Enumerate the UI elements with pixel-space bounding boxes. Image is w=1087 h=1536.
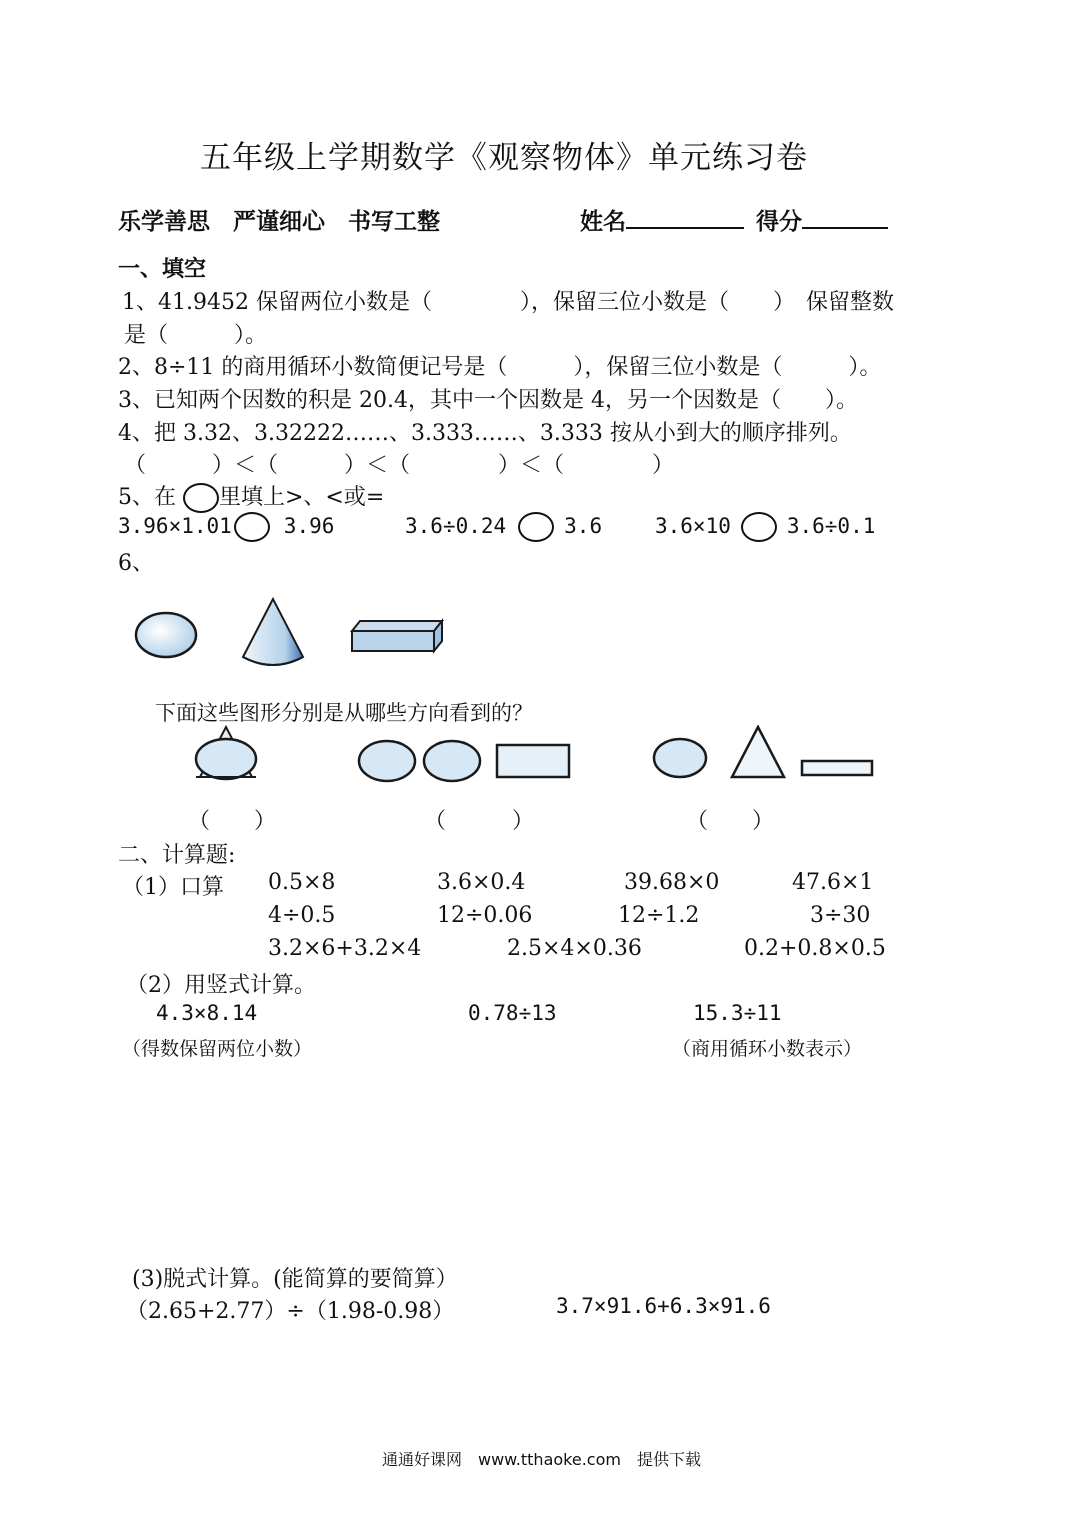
- question-1-line-2: 是（ ）。: [124, 323, 268, 348]
- name-label: 姓名: [580, 209, 626, 235]
- view-question-prompt: 下面这些图形分别是从哪些方向看到的？: [155, 701, 533, 725]
- comparison-item-2: [405, 512, 602, 542]
- oral-item: 39.68×0: [624, 870, 720, 895]
- question-2: 2、8÷11 的商用循环小数简便记号是（ ），保留三位小数是（ ）。: [118, 355, 882, 380]
- score-field[interactable]: [756, 203, 888, 236]
- motto: 乐学善思 严谨细心 书写工整: [118, 209, 440, 235]
- comparison-circle[interactable]: [518, 512, 554, 542]
- section-2-heading: 二、计算题:: [118, 843, 236, 868]
- comparison-item-3: [655, 512, 875, 542]
- question-1-line-1: 1、41.9452 保留两位小数是（ ），保留三位小数是（ ） 保留整数: [122, 290, 894, 315]
- comparison-left: 3.96×1.01: [118, 514, 232, 538]
- oral-item: 2.5×4×0.36: [507, 936, 642, 961]
- oral-item: 4÷0.5: [268, 903, 336, 928]
- view-answer-blank-3[interactable]: （ ）: [686, 809, 775, 834]
- sphere-shape: [136, 613, 196, 657]
- comparison-right: 3.6÷0.1: [786, 514, 876, 538]
- score-label: 得分: [756, 209, 802, 235]
- section-1-heading: 一、填空: [118, 257, 207, 282]
- view-group-2: [359, 741, 569, 781]
- score-blank[interactable]: [802, 205, 888, 229]
- comparison-item-1: [118, 512, 334, 542]
- footer-credit: 通通好课网 www.tthaoke.com 提供下载: [382, 1450, 701, 1469]
- oral-item: 12÷0.06: [437, 903, 533, 928]
- stepwise-item-2: 3.7×91.6+6.3×91.6: [556, 1294, 771, 1318]
- comparison-left: 3.6×10: [655, 514, 731, 538]
- view-group-3: [654, 727, 872, 777]
- oral-item: 0.5×8: [268, 870, 336, 895]
- question-4-line-1: 4、把 3.32、3.32222……、3.333……、3.333 按从小到大的顺序排列。: [118, 421, 852, 446]
- view-group-1: [196, 727, 256, 779]
- oral-item: 47.6×1: [792, 870, 874, 895]
- oral-calc-label: （1）口算: [122, 875, 224, 900]
- oral-item: 3.2×6+3.2×4: [268, 936, 422, 961]
- question-6: 6、: [118, 551, 154, 576]
- oral-item: 12÷1.2: [618, 903, 700, 928]
- comparison-left: 3.6÷0.24: [405, 514, 507, 538]
- page-title: 五年级上学期数学《观察物体》单元练习卷: [200, 140, 808, 176]
- oral-item: 3÷30: [810, 903, 871, 928]
- comparison-circle[interactable]: [234, 512, 270, 542]
- vertical-calc-label: （2）用竖式计算。: [126, 973, 316, 998]
- solid-shapes-figure: [130, 595, 460, 675]
- question-5-prefix: 5、在: [118, 485, 176, 510]
- name-blank[interactable]: [626, 205, 744, 229]
- vertical-item: 0.78÷13: [468, 1001, 557, 1025]
- vertical-note-2: （商用循环小数表示）: [672, 1038, 863, 1060]
- stepwise-item-1: （2.65+2.77）÷（1.98-0.98）: [126, 1299, 455, 1324]
- vertical-note-1: （得数保留两位小数）: [122, 1038, 313, 1060]
- oral-item: 0.2+0.8×0.5: [744, 936, 886, 961]
- vertical-item: 4.3×8.14: [156, 1001, 258, 1025]
- vertical-item: 15.3÷11: [693, 1001, 782, 1025]
- comparison-circle[interactable]: [741, 512, 777, 542]
- view-answer-blank-1[interactable]: （ ）: [188, 809, 277, 834]
- question-3: 3、已知两个因数的积是 20.4，其中一个因数是 4，另一个因数是（ ）。: [118, 388, 858, 413]
- oral-item: 3.6×0.4: [437, 870, 526, 895]
- comparison-right: 3.6: [564, 514, 603, 538]
- question-5-suffix: 里填上>、<或=: [219, 485, 385, 510]
- question-4-line-2: （ ）＜（ ）＜（ ）＜（ ）: [124, 453, 675, 478]
- name-field[interactable]: [580, 203, 744, 236]
- cuboid-shape: [352, 621, 442, 651]
- view-answer-blank-2[interactable]: （ ）: [424, 809, 535, 834]
- comparison-right: 3.96: [283, 514, 335, 538]
- cone-shape: [243, 599, 303, 665]
- views-figure: [190, 725, 890, 785]
- comparison-circle-icon: [183, 483, 219, 513]
- question-5-prompt: [118, 480, 384, 513]
- stepwise-calc-label: (3)脱式计算。(能简算的要简算）: [132, 1267, 458, 1292]
